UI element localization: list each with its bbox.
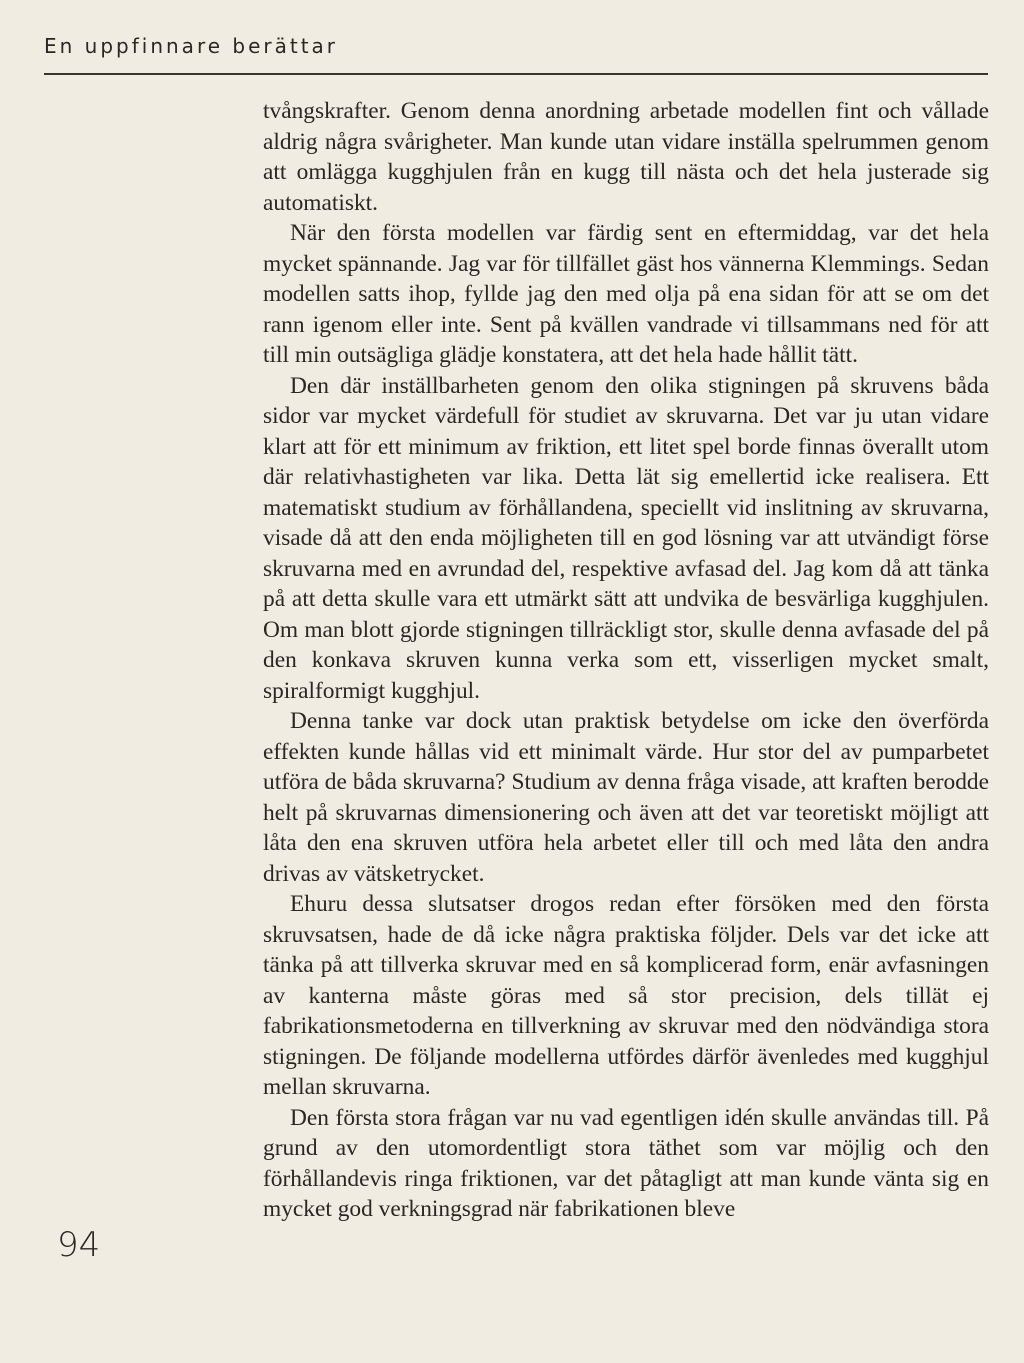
paragraph-4: Denna tanke var dock utan praktisk betydelse om icke den överförda effekten kunde hållas vid ett minimalt värde. Hur stor del av pumparbetet utföra de båda skruvarna? Studium av denna fråga visade, att kraften berodde helt på skruvarnas dimensionering och även att det var teoretiskt möjligt att låta den ena skruven utföra hela arbetet eller till och med låta den andra drivas av vätsketrycket. bbox=[263, 708, 989, 887]
paragraph-5: Ehuru dessa slutsatser drogos redan efter försöken med den första skruvsatsen, hade de då icke några praktiska följder. Dels var det icke att tänka på att tillverka skruvar med en så komplicerad form, enär avfasningen av kanterna måste göras med så stor precision, dels tillät ej fabrikationsmetoderna en tillverkning av skruvar med den nödvändiga stora stigningen. De följande modellerna utfördes därför ävenledes med kugghjul mellan skruvarna. bbox=[263, 891, 989, 1100]
body-text bbox=[263, 96, 989, 1225]
header-rule bbox=[44, 73, 988, 75]
page-number: 94 bbox=[57, 1225, 101, 1265]
paragraph-2: När den första modellen var färdig sent en eftermiddag, var det hela mycket spännande. Jag var för tillfället gäst hos vännerna Klemmings. Sedan modellen satts ihop, fyllde jag den med olja på ena sidan för att se om det rann igenom eller inte. Sent på kvällen vandrade vi tillsammans ned för att till min outsägliga glädje konstatera, att det hela hade hållit tätt. bbox=[263, 220, 989, 368]
paragraph-1: tvångskrafter. Genom denna anordning arbetade modellen fint och vållade aldrig några svårigheter. Man kunde utan vidare inställa spelrummen genom att omlägga kugghjulen från en kugg till nästa och det hela justerade sig automatiskt. bbox=[263, 98, 989, 216]
running-head: En uppfinnare berättar bbox=[44, 34, 339, 58]
paragraph-3: Den där inställbarheten genom den olika stigningen på skruvens båda sidor var mycket värdefull för studiet av skruvarna. Det var ju utan vidare klart att för ett minimum av friktion, ett litet spel borde finnas överallt utom där relativhastigheten var lika. Detta lät sig emellertid icke realisera. Ett matematiskt studium av förhållandena, speciellt vid inslitning av skruvarna, visade då att den enda möjligheten till en god lösning var att utvändigt förse skruvarna med en avrundad del, respektive avfasad del. Jag kom då att tänka på att detta skulle vara ett utmärkt sätt att undvika de besvärliga kugghjulen. Om man blott gjorde stigningen tillräckligt stor, skulle denna avfasade del på den konkava skruven kunna verka som ett, visserligen mycket smalt, spiralformigt kugghjul. bbox=[263, 372, 989, 704]
paragraph-6: Den första stora frågan var nu vad egentligen idén skulle användas till. På grund av den utomordentligt stora täthet som var möjlig och den förhållandevis ringa friktionen, var det påtagligt att man kunde vänta sig en mycket god verkningsgrad när fabrikationen bleve bbox=[263, 1104, 989, 1222]
